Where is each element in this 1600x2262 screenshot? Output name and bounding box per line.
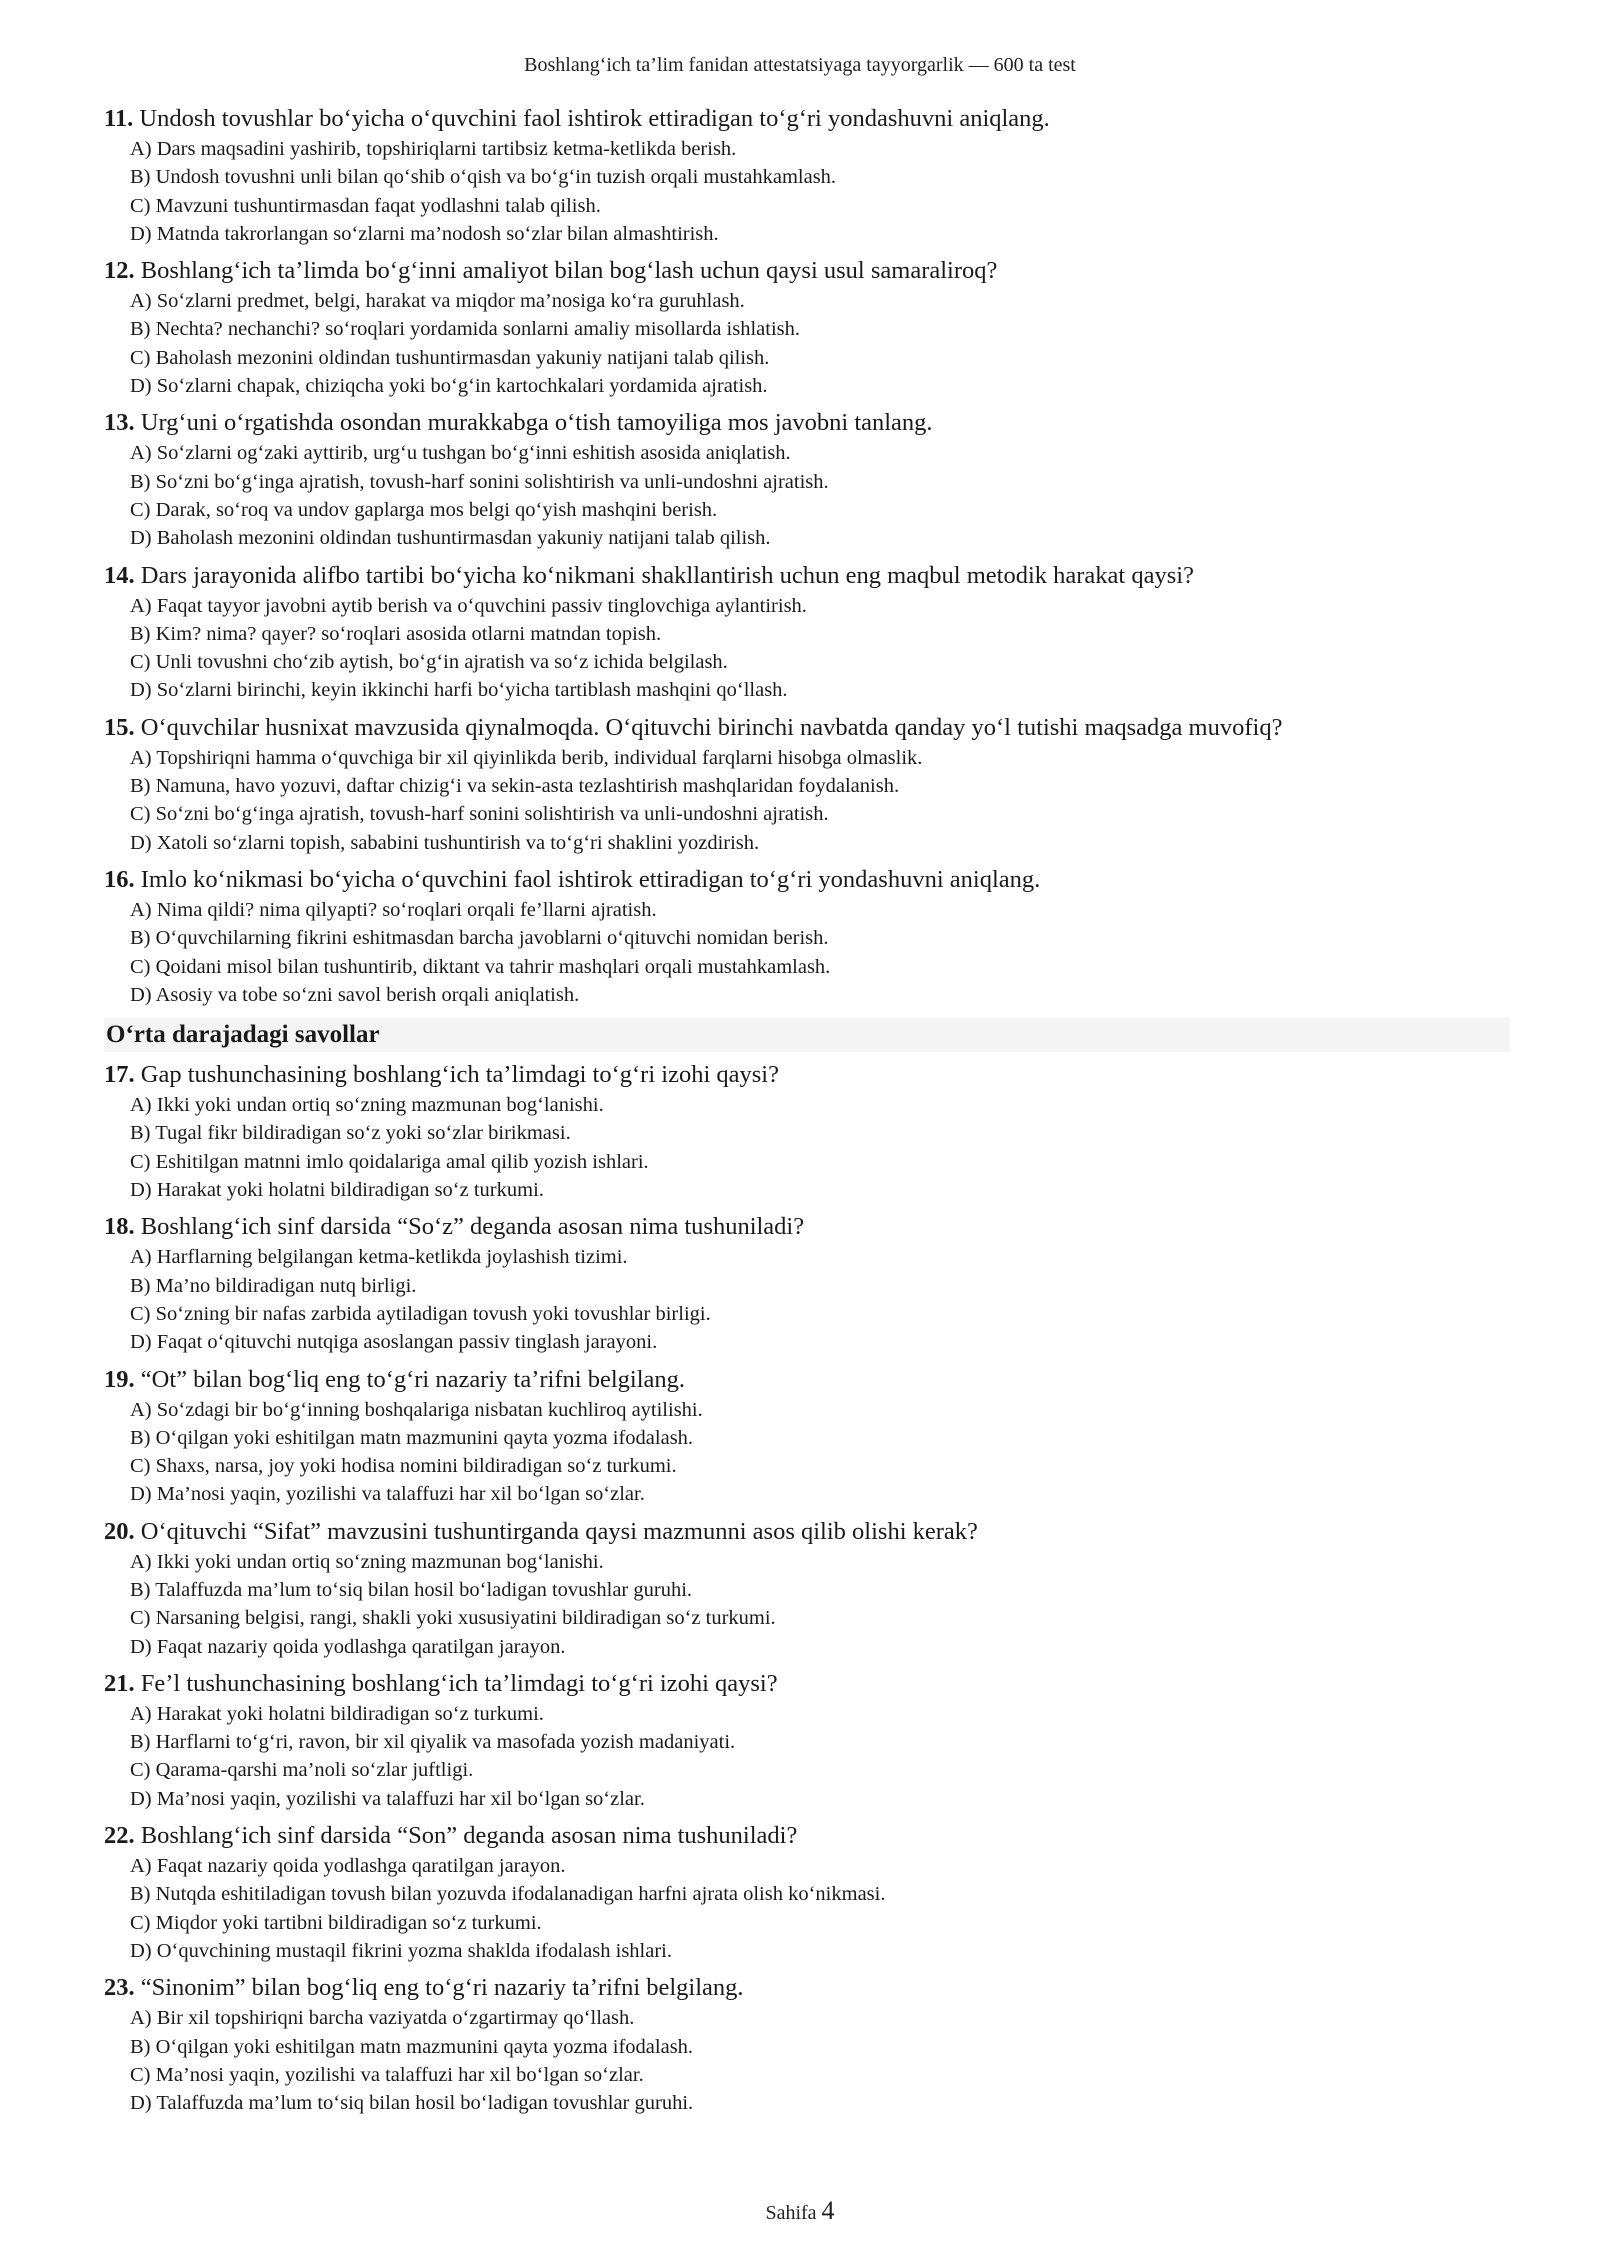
answer-options [130, 439, 1510, 552]
answer-option: B) So‘zni bo‘g‘inga ajratish, tovush-harf sonini solishtirish va unli-undoshni ajratish. [130, 470, 829, 493]
answer-option: D) Harakat yoki holatni bildiradigan so‘z turkumi. [130, 1179, 544, 1202]
question-title [104, 104, 1510, 133]
answer-option: B) Tugal fikr bildiradigan so‘z yoki so‘zlar birikmasi. [130, 1122, 571, 1145]
answer-options [130, 592, 1510, 705]
answer-option: D) Talaffuzda ma’lum to‘siq bilan hosil bo‘ladigan tovushlar guruhi. [130, 2092, 694, 2115]
answer-option: B) Nutqda eshitiladigan tovush bilan yozuvda ifodalanadigan harfni ajrata olish ko‘nikmasi. [130, 1883, 886, 1906]
answer-option: C) Baholash mezonini oldindan tushuntirmasdan yakuniy natijani talab qilish. [130, 346, 770, 369]
question-item [104, 1517, 1510, 1661]
question-text: Gap tushunchasining boshlang‘ich ta’limdagi to‘g‘ri izohi qaysi? [140, 1061, 779, 1089]
answer-options [130, 896, 1510, 1009]
answer-option: C) Miqdor yoki tartibni bildiradigan so‘z turkumi. [130, 1911, 542, 1934]
question-number: 23. [104, 1974, 135, 2002]
answer-options [130, 744, 1510, 857]
question-number: 20. [104, 1517, 135, 1545]
answer-option: B) Harflarni to‘g‘ri, ravon, bir xil qiyalik va masofada yozish madaniyati. [130, 1731, 736, 1754]
question-item [104, 1365, 1510, 1509]
answer-option: A) Harflarning belgilangan ketma-ketlikda joylashish tizimi. [130, 1246, 628, 1269]
question-number: 11. [104, 105, 134, 132]
question-text: Urg‘uni o‘rgatishda osondan murakkabga o‘tish tamoyiliga mos javobni tanlang. [140, 409, 933, 437]
question-title [104, 1669, 1510, 1698]
answer-option: D) Matnda takrorlangan so‘zlarni ma’nodosh so‘zlar bilan almashtirish. [130, 222, 719, 245]
question-title [104, 561, 1510, 590]
question-text: Boshlang‘ich sinf darsida “Son” deganda asosan nima tushuniladi? [140, 1822, 798, 1850]
answer-options [130, 1700, 1510, 1813]
answer-option: D) So‘zlarni chapak, chiziqcha yoki bo‘g‘in kartochkalari yordamida ajratish. [130, 375, 768, 398]
answer-option: A) Faqat tayyor javobni aytib berish va o‘quvchini passiv tinglovchiga aylantirish. [130, 594, 807, 617]
answer-options [130, 287, 1510, 400]
answer-options [130, 1548, 1510, 1661]
answer-option: D) Ma’nosi yaqin, yozilishi va talaffuzi har xil bo‘lgan so‘zlar. [130, 1787, 645, 1810]
answer-option: D) O‘quvchining mustaqil fikrini yozma shaklda ifodalash ishlari. [130, 1939, 672, 1962]
question-number: 21. [104, 1669, 135, 1697]
answer-option: C) Mavzuni tushuntirmasdan faqat yodlashni talab qilish. [130, 194, 601, 217]
answer-option: A) Dars maqsadini yashirib, topshiriqlarni tartibsiz ketma-ketlikda berish. [130, 138, 737, 160]
answer-option: C) Qarama-qarshi ma’noli so‘zlar juftligi. [130, 1759, 474, 1782]
question-item [104, 1821, 1510, 1965]
question-text: Dars jarayonida alifbo tartibi bo‘yicha ko‘nikmani shakllantirish uchun eng maqbul metodik harakat qaysi? [140, 561, 1194, 589]
answer-option: C) Narsaning belgisi, rangi, shakli yoki xususiyatini bildiradigan so‘z turkumi. [130, 1607, 776, 1630]
answer-option: B) O‘quvchilarning fikrini eshitmasdan barcha javoblarni o‘qituvchi nomidan berish. [130, 927, 829, 950]
answer-option: A) Harakat yoki holatni bildiradigan so‘z turkumi. [130, 1702, 544, 1725]
answer-option: B) O‘qilgan yoki eshitilgan matn mazmunini qayta yozma ifodalash. [130, 2035, 694, 2058]
answer-option: A) Ikki yoki undan ortiq so‘zning mazmunan bog‘lanishi. [130, 1094, 604, 1117]
answer-option: C) Eshitilgan matnni imlo qoidalariga amal qilib yozish ishlari. [130, 1150, 649, 1173]
question-item [104, 1060, 1510, 1204]
answer-option: A) Nima qildi? nima qilyapti? so‘roqlari orqali fe’llarni ajratish. [130, 898, 657, 921]
question-number: 15. [104, 713, 135, 741]
question-item [104, 1973, 1510, 2117]
question-item [104, 256, 1510, 400]
answer-option: C) Qoidani misol bilan tushuntirib, diktant va tahrir mashqlari orqali mustahkamlash. [130, 955, 831, 978]
question-item [104, 408, 1510, 552]
question-title [104, 256, 1510, 285]
document-body [104, 104, 1510, 2125]
answer-option: D) Faqat nazariy qoida yodlashga qaratilgan jarayon. [130, 1635, 566, 1658]
question-item [104, 1669, 1510, 1813]
page-footer [0, 2196, 1600, 2226]
answer-option: D) Faqat o‘qituvchi nutqiga asoslangan passiv tinglash jarayoni. [130, 1331, 658, 1354]
answer-option: D) Baholash mezonini oldindan tushuntirmasdan yakuniy natijani talab qilish. [130, 527, 771, 550]
page-number: 4 [821, 2196, 835, 2225]
question-text: “Ot” bilan bog‘liq eng to‘g‘ri nazariy ta’rifni belgilang. [140, 1365, 686, 1393]
question-text: O‘qituvchi “Sifat” mavzusini tushuntirganda qaysi mazmunni asos qilib olishi kerak? [140, 1517, 978, 1545]
question-title [104, 1821, 1510, 1850]
answer-option: A) Topshiriqni hamma o‘quvchiga bir xil qiyinlikda berib, individual farqlarni hisobga olmaslik. [130, 746, 923, 769]
question-title [104, 408, 1510, 437]
question-text: Undosh tovushlar bo‘yicha o‘quvchini faol ishtirok ettiradigan to‘g‘ri yondashuvni aniqlang. [139, 105, 1050, 132]
answer-options [130, 1852, 1510, 1965]
question-text: Imlo ko‘nikmasi bo‘yicha o‘quvchini faol ishtirok ettiradigan to‘g‘ri yondashuvni aniqlang. [140, 865, 1041, 893]
question-number: 18. [104, 1213, 135, 1241]
answer-options [130, 135, 1510, 248]
answer-option: C) Darak, so‘roq va undov gaplarga mos belgi qo‘yish mashqini berish. [130, 498, 718, 521]
answer-option: A) So‘zlarni og‘zaki ayttirib, urg‘u tushgan bo‘g‘inni eshitish asosida aniqlatish. [130, 442, 791, 465]
answer-options [130, 1243, 1510, 1356]
answer-options [130, 1091, 1510, 1204]
question-item [104, 865, 1510, 1009]
question-text: “Sinonim” bilan bog‘liq eng to‘g‘ri nazariy ta’rifni belgilang. [140, 1974, 744, 2002]
answer-option: D) So‘zlarni birinchi, keyin ikkinchi harfi bo‘yicha tartiblash mashqini qo‘llash. [130, 679, 788, 702]
question-number: 14. [104, 561, 135, 589]
question-title [104, 1212, 1510, 1241]
answer-option: B) Nechta? nechanchi? so‘roqlari yordamida sonlarni amaliy misollarda ishlatish. [130, 318, 801, 341]
answer-option: B) O‘qilgan yoki eshitilgan matn mazmunini qayta yozma ifodalash. [130, 1426, 694, 1449]
question-title [104, 713, 1510, 742]
question-title [104, 1060, 1510, 1089]
question-number: 22. [104, 1822, 135, 1850]
question-text: Fe’l tushunchasining boshlang‘ich ta’limdagi to‘g‘ri izohi qaysi? [140, 1669, 778, 1697]
answer-option: D) Ma’nosi yaqin, yozilishi va talaffuzi har xil bo‘lgan so‘zlar. [130, 1483, 645, 1506]
question-item [104, 713, 1510, 857]
answer-option: A) So‘zlarni predmet, belgi, harakat va miqdor ma’nosiga ko‘ra guruhlash. [130, 290, 745, 313]
section-heading: O‘rta darajadagi savollar [104, 1017, 1510, 1052]
question-title [104, 865, 1510, 894]
answer-options [130, 2004, 1510, 2117]
question-text: O‘quvchilar husnixat mavzusida qiynalmoqda. O‘qituvchi birinchi navbatda qanday yo‘l tutishi maqsadga muvofiq? [140, 713, 1283, 741]
answer-option: C) Shaxs, narsa, joy yoki hodisa nomini bildiradigan so‘z turkumi. [130, 1455, 677, 1478]
answer-options [130, 1396, 1510, 1509]
question-item [104, 561, 1510, 705]
page-label: Sahifa [765, 2202, 817, 2224]
question-number: 13. [104, 409, 135, 437]
answer-option: D) Xatoli so‘zlarni topish, sababini tushuntirish va to‘g‘ri shaklini yozdirish. [130, 831, 760, 854]
answer-option: A) So‘zdagi bir bo‘g‘inning boshqalariga nisbatan kuchliroq aytilishi. [130, 1398, 703, 1421]
question-number: 17. [104, 1061, 135, 1089]
answer-option: C) Unli tovushni cho‘zib aytish, bo‘g‘in ajratish va so‘z ichida belgilash. [130, 651, 728, 674]
question-item [104, 1212, 1510, 1356]
page-header: Boshlang‘ich ta’lim fanidan attestatsiyaga tayyorgarlik — 600 ta test [524, 54, 1076, 76]
answer-option: A) Bir xil topshiriqni barcha vaziyatda o‘zgartirmay qo‘llash. [130, 2007, 635, 2030]
answer-option: B) Namuna, havo yozuvi, daftar chizig‘i va sekin-asta tezlashtirish mashqlaridan foydalanish. [130, 775, 900, 798]
answer-option: D) Asosiy va tobe so‘zni savol berish orqali aniqlatish. [130, 983, 580, 1006]
question-title [104, 1365, 1510, 1394]
question-number: 16. [104, 865, 135, 893]
question-number: 19. [104, 1365, 135, 1393]
answer-option: C) So‘zni bo‘g‘inga ajratish, tovush-harf sonini solishtirish va unli-undoshni ajratish. [130, 803, 829, 826]
question-number: 12. [104, 257, 135, 285]
answer-option: B) Talaffuzda ma’lum to‘siq bilan hosil bo‘ladigan tovushlar guruhi. [130, 1578, 693, 1601]
answer-option: B) Undosh tovushni unli bilan qo‘shib o‘qish va bo‘g‘in tuzish orqali mustahkamlash. [130, 166, 837, 189]
question-title [104, 1517, 1510, 1546]
question-text: Boshlang‘ich sinf darsida “So‘z” deganda asosan nima tushuniladi? [140, 1213, 805, 1241]
answer-option: B) Ma’no bildiradigan nutq birligi. [130, 1274, 417, 1297]
answer-option: C) Ma’nosi yaqin, yozilishi va talaffuzi har xil bo‘lgan so‘zlar. [130, 2063, 644, 2086]
answer-option: A) Ikki yoki undan ortiq so‘zning mazmunan bog‘lanishi. [130, 1550, 604, 1573]
question-title [104, 1973, 1510, 2002]
question-item [104, 104, 1510, 248]
answer-option: C) So‘zning bir nafas zarbida aytiladigan tovush yoki tovushlar birligi. [130, 1302, 711, 1325]
answer-option: B) Kim? nima? qayer? so‘roqlari asosida otlarni matndan topish. [130, 622, 662, 645]
answer-option: A) Faqat nazariy qoida yodlashga qaratilgan jarayon. [130, 1855, 566, 1878]
question-text: Boshlang‘ich ta’limda bo‘g‘inni amaliyot bilan bog‘lash uchun qaysi usul samaraliroq? [140, 257, 998, 285]
